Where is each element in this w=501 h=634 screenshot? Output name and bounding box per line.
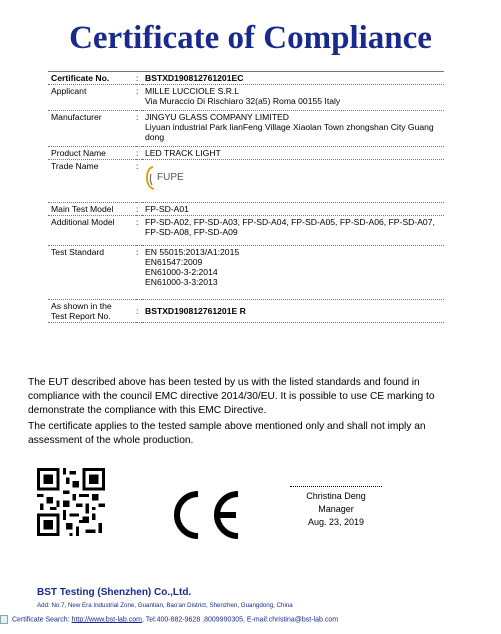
separator: : xyxy=(136,204,139,214)
issuer-company: BST Testing (Shenzhen) Co.,Ltd. xyxy=(37,587,192,598)
trade-name-label: Trade Name xyxy=(51,161,99,171)
row-manufacturer xyxy=(48,111,444,147)
signatory-name: Christina Deng xyxy=(306,491,366,501)
applicant-label: Applicant xyxy=(51,86,87,96)
search-label: Certificate Search: xyxy=(12,616,70,624)
test-standard-label: Test Standard xyxy=(51,247,105,257)
row-test-standard xyxy=(48,246,444,300)
separator: : xyxy=(136,148,139,158)
test-standard-value xyxy=(142,246,444,300)
standard-4: EN61000-3-3:2013 xyxy=(145,277,218,287)
row-additional-model xyxy=(48,216,444,246)
applicant-value xyxy=(142,85,444,111)
manufacturer-value xyxy=(142,111,444,147)
standard-3: EN61000-3-2:2014 xyxy=(145,267,218,277)
fupe-logo xyxy=(145,165,189,193)
separator: : xyxy=(136,86,139,96)
row-trade-name xyxy=(48,160,444,203)
ce-mark-icon xyxy=(168,488,244,542)
document-icon xyxy=(0,615,8,624)
row-applicant xyxy=(48,85,444,111)
separator: : xyxy=(136,306,139,316)
row-product-name xyxy=(48,147,444,160)
certificate-details-table xyxy=(48,71,444,323)
certificate-title: Certificate of Compliance xyxy=(69,20,432,56)
product-name-value: LED TRACK LIGHT xyxy=(145,148,221,158)
fupe-logo-text: FUPE xyxy=(157,172,184,183)
standard-1: EN 55015:2013/A1:2015 xyxy=(145,247,240,257)
signature-block xyxy=(290,486,382,529)
applicant-address: Via Muraccio Di Rischiaro 32(a5) Roma 00155 Italy xyxy=(145,96,341,106)
row-main-model xyxy=(48,203,444,216)
test-report-value: BSTXD190812761201E R xyxy=(145,306,246,316)
signature-line xyxy=(290,486,382,487)
certificate-no-value: BSTXD190812761201EC xyxy=(145,73,244,83)
row-certificate-no xyxy=(48,72,444,85)
contact-info: , Tel:400-882-9628 ,8009990305, E-mail:christina@bst-lab.com xyxy=(141,616,339,624)
additional-model-value: FP-SD-A02, FP-SD-A03, FP-SD-A04, FP-SD-A05, FP-SD-A06, FP-SD-A07, FP-SD-A08, FP-SD-A09 xyxy=(145,217,435,237)
compliance-statement: The EUT described above has been tested by us with the listed standards and found in compliance with the council EMC directive 2014/30/EU. It is possible to use CE marking to demonstrate the compliance with this EMC Directive. xyxy=(28,377,435,416)
separator: : xyxy=(136,112,139,122)
applicant-name: MILLE LUCCIOLE S.R.L xyxy=(145,86,240,96)
separator: : xyxy=(136,247,139,257)
row-test-report xyxy=(48,300,444,323)
test-report-label-line2: Test Report No. xyxy=(51,311,111,321)
test-report-label-line1: As shown in the xyxy=(51,301,112,311)
test-report-label xyxy=(48,300,136,323)
main-model-label: Main Test Model xyxy=(51,204,114,214)
scope-statement: The certificate applies to the tested sample above mentioned only and shall not imply an assessment of the whole production. xyxy=(28,421,426,446)
certificate-search-line xyxy=(0,615,338,624)
separator: : xyxy=(136,73,139,83)
standard-2: EN61547:2009 xyxy=(145,257,203,267)
manufacturer-name: JINGYU GLASS COMPANY LIMITED xyxy=(145,112,289,122)
signature-date: Aug. 23, 2019 xyxy=(307,517,365,527)
additional-model-label: Additional Model xyxy=(51,217,115,227)
trade-name-value xyxy=(142,160,444,203)
separator: : xyxy=(136,217,139,227)
product-name-label: Product Name xyxy=(51,148,106,158)
signatory-role: Manager xyxy=(318,504,354,514)
separator: : xyxy=(136,161,139,171)
manufacturer-label: Manufacturer xyxy=(51,112,102,122)
issuer-address: Add: No.7, New Era Industrial Zone, Guantian, Bao'an District, Shenzhen, Guangdong, China xyxy=(37,602,293,609)
main-model-value: FP-SD-A01 xyxy=(145,204,189,214)
search-url-link[interactable]: http://www.bst-lab.com xyxy=(71,616,142,624)
manufacturer-address: Liyuan industrial Park lianFeng Village Xiaolan Town zhongshan City Guang dong xyxy=(145,122,434,142)
certificate-no-label: Certificate No. xyxy=(51,73,110,83)
qr-code-icon xyxy=(37,468,105,536)
